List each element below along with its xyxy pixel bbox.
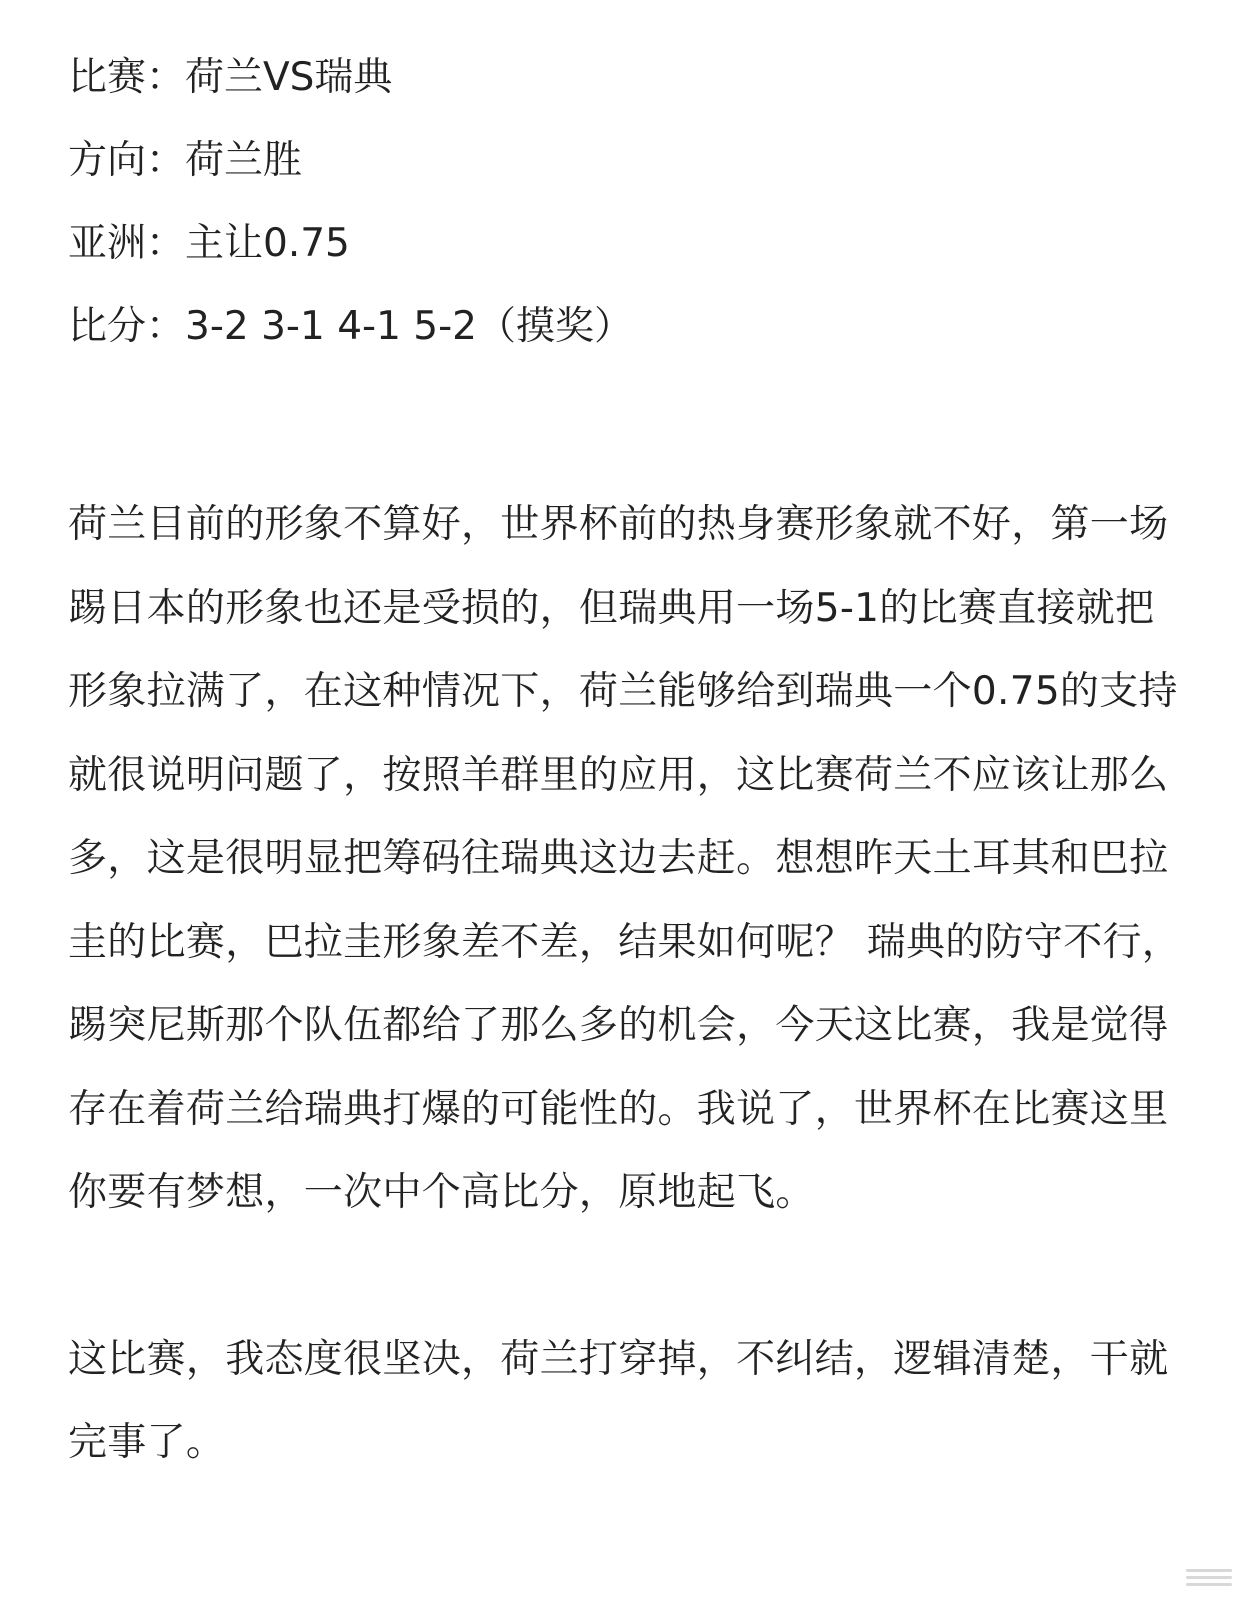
spacer <box>68 1235 1188 1318</box>
direction-line: 方向：荷兰胜 <box>68 138 303 183</box>
article <box>68 36 1188 1485</box>
analysis-paragraph: 荷兰目前的形象不算好，世界杯前的热身赛形象就不好，第一场踢日本的形象也还是受损的，但瑞典用一场5-1的比赛直接就把形象拉满了，在这种情况下，荷兰能够给到瑞典一个0.75的支持就很说明问题了，按照羊群里的应用，这比赛荷兰不应该让那么多，这是很明显把筹码往瑞典这边去赶。想想昨天土耳其和巴拉圭的比赛，巴拉圭形象差不差，结果如何呢？ 瑞典的防守不行，踢突尼斯那个队伍都给了那么多的机会，今天这比赛，我是觉得存在着荷兰给瑞典打爆的可能性的。我说了，世界杯在比赛这里你要有梦想，一次中个高比分，原地起飞。 <box>68 502 1182 1215</box>
spacer <box>68 368 1188 483</box>
score-line: 比分：3-2 3-1 4-1 5-2（摸奖） <box>68 304 633 349</box>
watermark-icon <box>1186 1565 1232 1595</box>
match-line: 比赛：荷兰VS瑞典 <box>68 55 393 100</box>
conclusion-paragraph: 这比赛，我态度很坚决，荷兰打穿掉，不纠结，逻辑清楚，干就完事了。 <box>68 1336 1169 1465</box>
asia-line: 亚洲：主让0.75 <box>68 221 350 266</box>
